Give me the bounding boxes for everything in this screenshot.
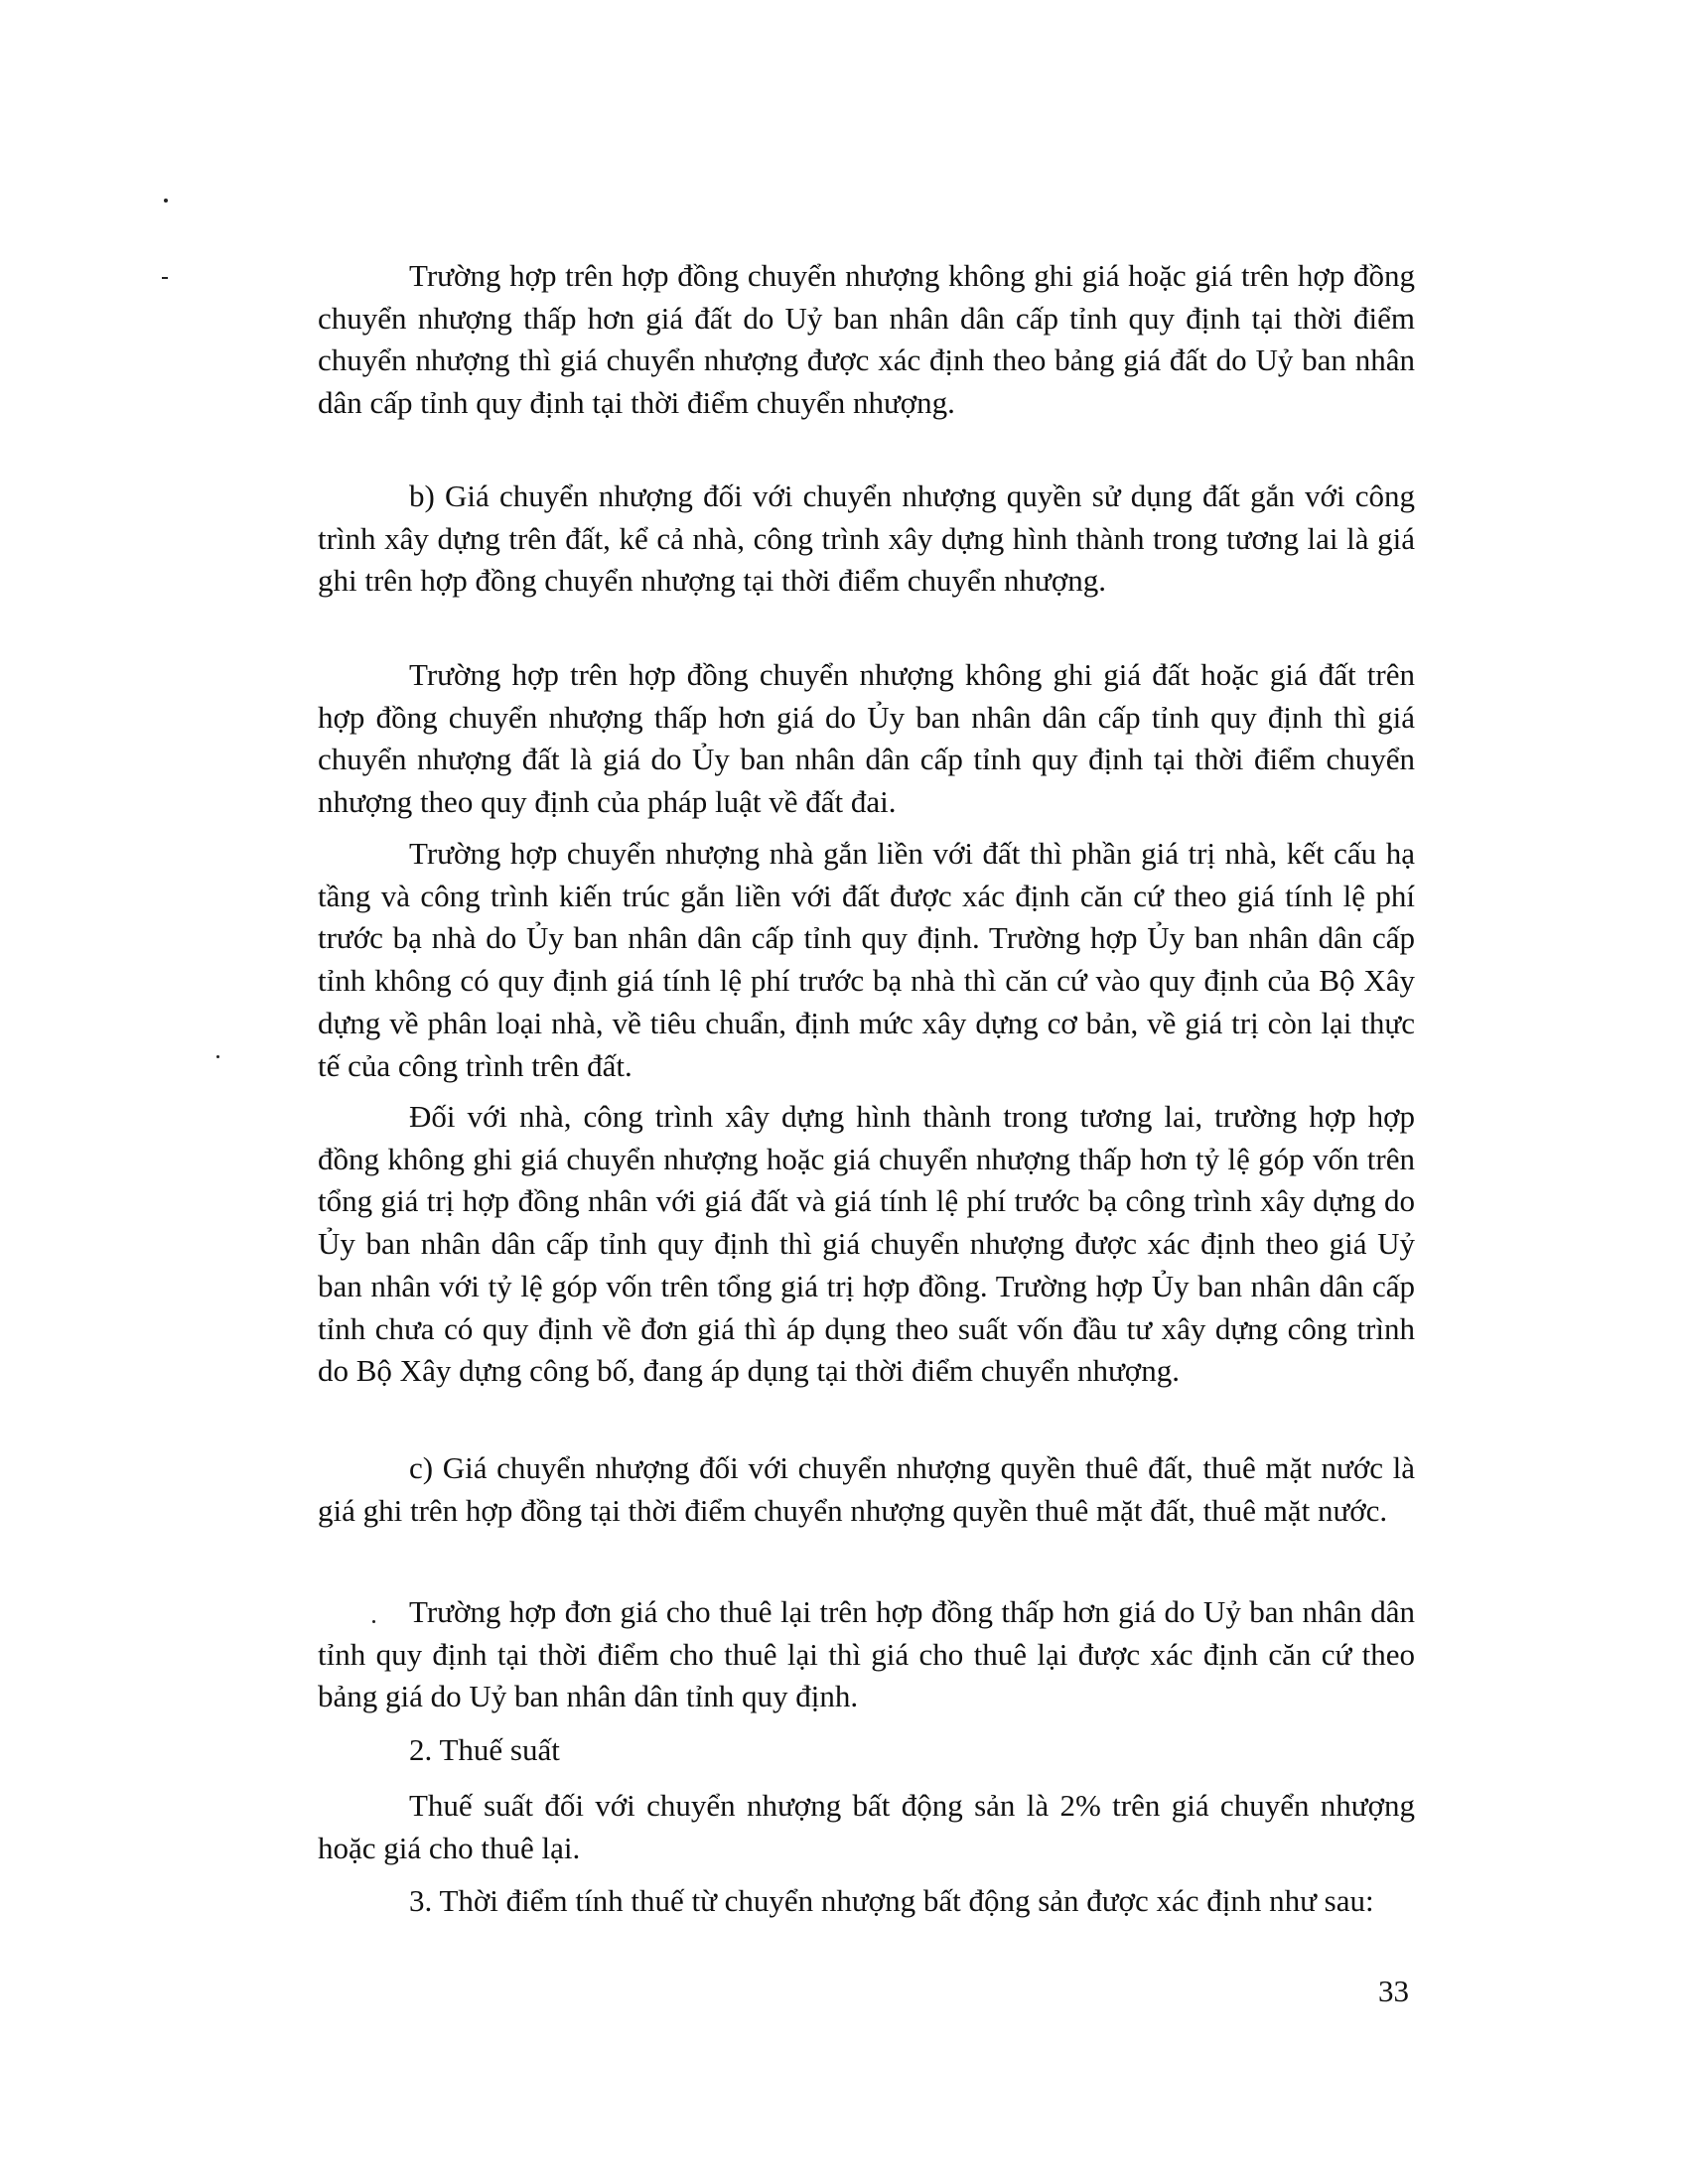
paragraph: 3. Thời điểm tính thuế từ chuyển nhượng bất động sản được xác định như sau: — [409, 1883, 1374, 1918]
paragraph: Trường hợp trên hợp đồng chuyển nhượng không ghi giá hoặc giá trên hợp đồng chuyển nhượng thấp hơn giá đất do Uỷ ban nhân dân cấp tỉnh quy định tại thời điểm chuyển nhượng thì giá chuyển nhượng được xác định theo bảng giá đất do Uỷ ban nhân dân cấp tỉnh quy định tại thời điểm chuyển nhượng. — [318, 258, 1415, 421]
paragraph: b) Giá chuyển nhượng đối với chuyển nhượng quyền sử dụng đất gắn với công trình xây dựng trên đất, kể cả nhà, công trình xây dựng hình thành trong tương lai là giá ghi trên hợp đồng chuyển nhượng tại thời điểm chuyển nhượng. — [318, 478, 1415, 599]
section-heading: 2. Thuế suất — [409, 1732, 560, 1767]
paragraph: Trường hợp trên hợp đồng chuyển nhượng không ghi giá đất hoặc giá đất trên hợp đồng chuyển nhượng thấp hơn giá do Ủy ban nhân dân cấp tỉnh quy định thì giá chuyển nhượng đất là giá do Ủy ban nhân dân cấp tỉnh quy định tại thời điểm chuyển nhượng theo quy định của pháp luật về đất đai. — [318, 657, 1415, 820]
scan-speck — [164, 199, 168, 203]
paragraph: Thuế suất đối với chuyển nhượng bất động sản là 2% trên giá chuyển nhượng hoặc giá cho thuê lại. — [318, 1788, 1415, 1865]
paragraph: Trường hợp chuyển nhượng nhà gắn liền với đất thì phần giá trị nhà, kết cấu hạ tầng và công trình kiến trúc gắn liền với đất được xác định căn cứ theo giá tính lệ phí trước bạ nhà do Ủy ban nhân dân cấp tỉnh quy định. Trường hợp Ủy ban nhân dân cấp tỉnh không có quy định giá tính lệ phí trước bạ nhà thì căn cứ vào quy định của Bộ Xây dựng về phân loại nhà, về tiêu chuẩn, định mức xây dựng cơ bản, về giá trị còn lại thực tế của công trình trên đất. — [318, 836, 1415, 1083]
scan-speck — [216, 1055, 219, 1058]
paragraph: c) Giá chuyển nhượng đối với chuyển nhượng quyền thuê đất, thuê mặt nước là giá ghi trên hợp đồng tại thời điểm chuyển nhượng quyền thuê mặt đất, thuê mặt nước. — [318, 1450, 1415, 1528]
paragraph: Đối với nhà, công trình xây dựng hình thành trong tương lai, trường hợp hợp đồng không ghi giá chuyển nhượng hoặc giá chuyển nhượng thấp hơn tỷ lệ góp vốn trên tổng giá trị hợp đồng nhân với giá đất và giá tính lệ phí trước bạ công trình xây dựng do Ủy ban nhân dân cấp tỉnh quy định thì giá chuyển nhượng được xác định theo giá Uỷ ban nhân với tỷ lệ góp vốn trên tổng giá trị hợp đồng. Trường hợp Ủy ban nhân dân cấp tỉnh chưa có quy định về đơn giá thì áp dụng theo suất vốn đầu tư xây dựng công trình do Bộ Xây dựng công bố, đang áp dụng tại thời điểm chuyển nhượng. — [318, 1099, 1415, 1389]
scan-speck — [162, 277, 168, 279]
page-number: 33 — [1378, 1974, 1409, 2008]
paragraph: Trường hợp đơn giá cho thuê lại trên hợp đồng thấp hơn giá do Uỷ ban nhân dân tỉnh quy định tại thời điểm cho thuê lại thì giá cho thuê lại được xác định căn cứ theo bảng giá do Uỷ ban nhân dân tỉnh quy định. — [318, 1594, 1415, 1714]
